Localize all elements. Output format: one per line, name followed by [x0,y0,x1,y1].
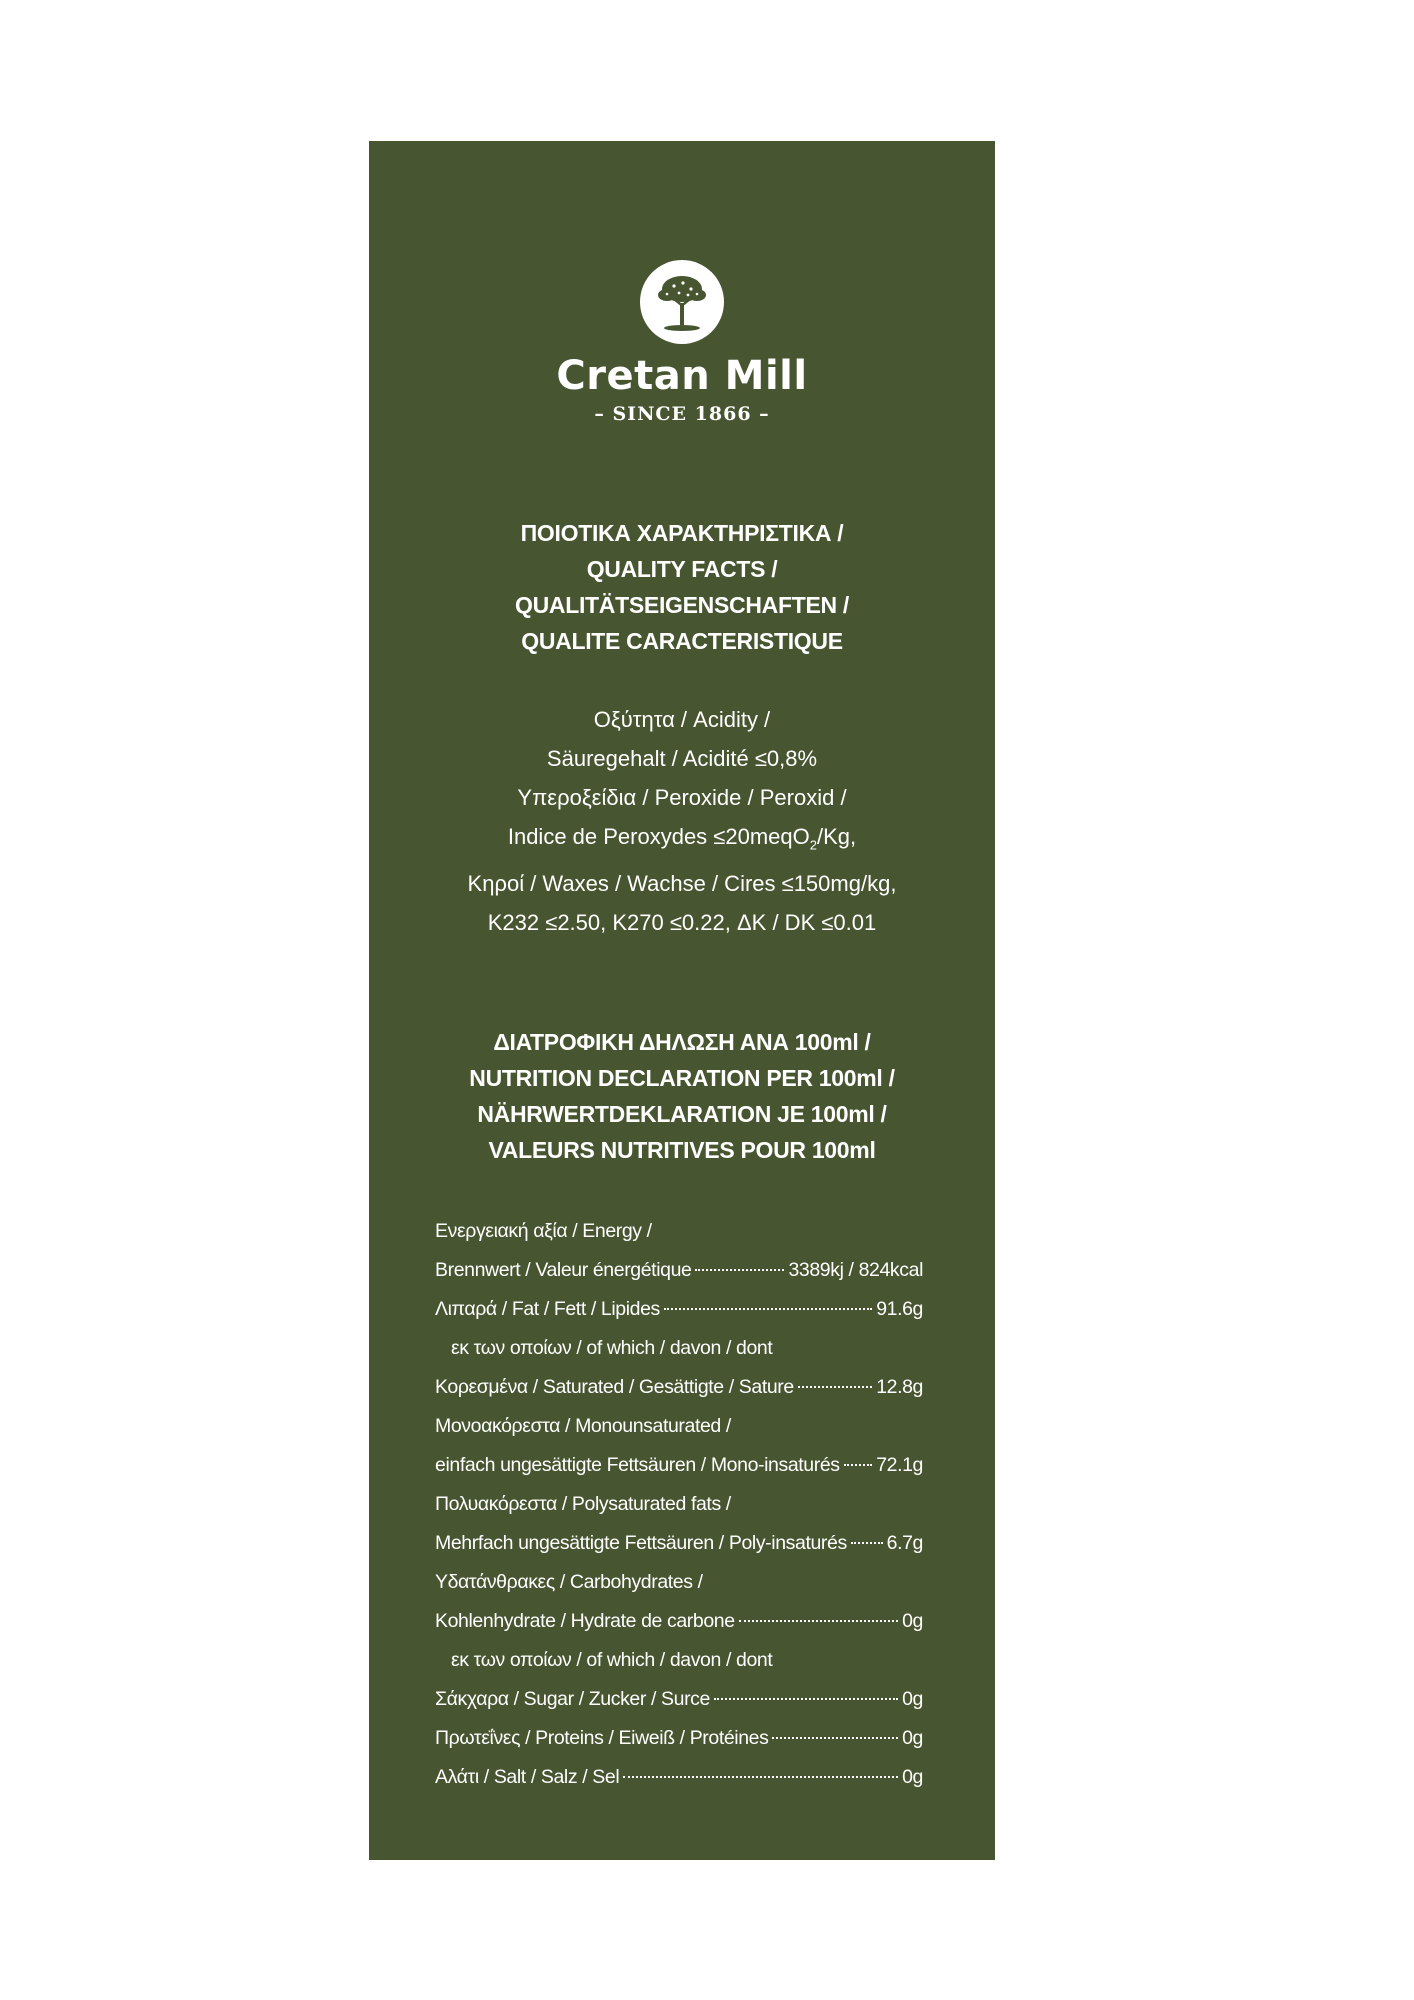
of-which-label: εκ των οποίων / of which / davon / dont [451,1337,773,1359]
dot-leader [623,1776,898,1778]
protein-value: 0g [902,1727,923,1749]
nutrition-row-energy-title [435,1212,923,1251]
nutrition-row-saturated [435,1368,923,1407]
peroxide-line: Υπεροξείδια / Peroxide / Peroxid / [517,785,847,810]
quality-heading-line: QUALITÄTSEIGENSCHAFTEN / [515,592,849,618]
mono-value: 72.1g [876,1454,923,1476]
nutrition-row-protein [435,1719,923,1758]
saturated-value: 12.8g [876,1376,923,1398]
quality-heading-line: QUALITE CARACTERISTIQUE [521,628,843,654]
brand-name: Cretan Mill [556,353,808,399]
salt-label: Αλάτι / Salt / Salz / Sel [435,1766,620,1788]
mono-label-2: einfach ungesättigte Fettsäuren / Mono-insaturés [435,1454,840,1476]
nutrition-row-fat [435,1290,923,1329]
nutrition-row-poly-title [435,1485,923,1524]
nutrition-heading-line: NÄHRWERTDEKLARATION JE 100ml / [477,1101,887,1127]
poly-label: Πολυακόρεστα / Polysaturated fats / [435,1493,731,1515]
brand-logo [369,259,995,425]
sugar-label: Σάκχαρα / Sugar / Zucker / Surce [435,1688,710,1710]
poly-value: 6.7g [886,1532,923,1554]
dot-leader [664,1308,872,1310]
quality-facts-text [369,700,995,942]
quality-heading-line: QUALITY FACTS / [586,556,778,582]
acidity-value-line: Säuregehalt / Acidité ≤0,8% [546,746,818,771]
dot-leader [695,1269,784,1271]
acidity-line: Οξύτητα / Acidity / [593,707,771,732]
nutrition-row-poly [435,1524,923,1563]
nutrition-row-salt [435,1758,923,1797]
peroxide-unit: /Kg, [817,824,857,849]
of-which-label-2: εκ των οποίων / of which / davon / dont [451,1649,773,1671]
nutrition-row-mono-title [435,1407,923,1446]
salt-value: 0g [902,1766,923,1788]
mono-label: Μονοακόρεστα / Monounsaturated / [435,1415,731,1437]
dot-leader [851,1542,883,1544]
nutrition-heading-line: NUTRITION DECLARATION PER 100ml / [469,1065,895,1091]
dot-leader [798,1386,872,1388]
saturated-label: Κορεσμένα / Saturated / Gesättigte / Sature [435,1376,794,1398]
peroxide-value-line [369,817,995,864]
fat-label: Λιπαρά / Fat / Fett / Lipides [435,1298,660,1320]
energy-label-2: Brennwert / Valeur énergétique [435,1259,692,1281]
nutrition-heading-line: ΔΙΑΤΡΟΦΙΚΗ ΔΗΛΩΣΗ ΑΝΑ 100ml / [493,1029,871,1055]
nutrition-declaration-heading [369,1024,995,1168]
carb-value: 0g [902,1610,923,1632]
dot-leader [844,1464,873,1466]
nutrition-row-energy [435,1251,923,1290]
nutrition-row-carb-title [435,1563,923,1602]
waxes-line: Κηροί / Waxes / Wachse / Cires ≤150mg/kg, [467,871,897,897]
carb-label: Υδατάνθρακες / Carbohydrates / [435,1571,703,1593]
quality-heading-line: ΠΟΙΟΤΙΚΑ ΧΑΡΑΚΤΗΡΙΣΤΙΚΑ / [520,520,844,546]
fat-value: 91.6g [876,1298,923,1320]
nutrition-table [435,1212,923,1797]
nutrition-row-sugar [435,1680,923,1719]
nutrition-row-mono [435,1446,923,1485]
peroxide-subscript: 2 [809,837,817,853]
peroxide-value-text: Indice de Peroxydes ≤20meqO [507,824,810,849]
nutrition-row-of-which [435,1329,923,1368]
dot-leader [772,1737,898,1739]
energy-label: Ενεργειακή αξία / Energy / [435,1220,652,1242]
carb-label-2: Kohlenhydrate / Hydrate de carbone [435,1610,735,1632]
nutrition-row-of-which-2 [435,1641,923,1680]
nutrition-heading-line: VALEURS NUTRITIVES POUR 100ml [488,1137,876,1163]
poly-label-2: Mehrfach ungesättigte Fettsäuren / Poly-insaturés [435,1532,847,1554]
energy-value: 3389kj / 824kcal [788,1259,923,1281]
nutrition-row-carb [435,1602,923,1641]
olive-tree-icon [639,259,725,345]
quality-facts-heading [369,515,995,659]
sugar-value: 0g [902,1688,923,1710]
k-values-line: K232 ≤2.50, K270 ≤0.22, ΔK / DK ≤0.01 [487,910,877,936]
product-label-panel [369,141,995,1860]
dot-leader [714,1698,898,1700]
dot-leader [739,1620,898,1622]
protein-label: Πρωτεΐνες / Proteins / Eiweiß / Protéines [435,1727,769,1749]
brand-since: – SINCE 1866 – [594,403,770,425]
